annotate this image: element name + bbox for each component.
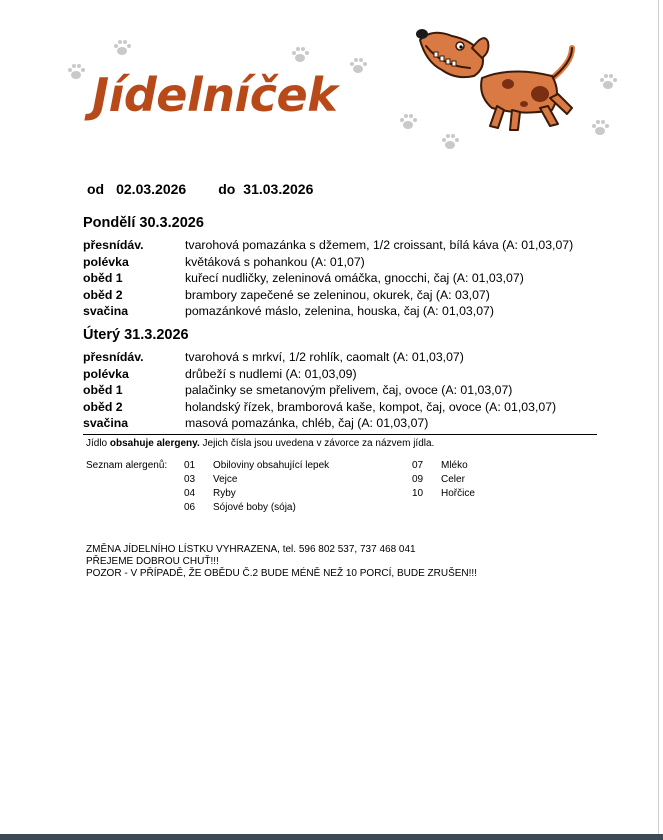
meal-text: kuřecí nudličky, zeleninová omáčka, gnocchi, čaj (A: 01,03,07) [185,271,524,285]
dog-illustration [412,18,582,138]
allergen-name: Mléko [441,460,468,471]
meal-label: svačina [83,304,129,318]
allergen-list-label: Seznam alergenů: [86,460,168,471]
paw-print-icon [290,45,310,65]
meal-label: přesnídáv. [83,350,144,364]
allergen-name: Sójové boby (sója) [213,502,296,513]
meal-text: tvarohová pomazánka s džemem, 1/2 croissant, bílá káva (A: 01,03,07) [185,238,574,252]
meal-text: holandský řízek, bramborová kaše, kompot, čaj, ovoce (A: 01,03,07) [185,400,557,414]
to-date: 31.03.2026 [243,181,314,197]
allergen-number: 01 [184,460,196,471]
divider [83,434,597,435]
allergen-name: Vejce [213,474,238,485]
viewer-bottom-bar [0,834,663,840]
meal-label: svačina [83,416,129,430]
allergen-note [86,438,434,449]
to-label: do [218,181,236,197]
meal-label: oběd 1 [83,383,123,397]
meal-label: oběd 2 [83,400,123,414]
allergen-name: Obiloviny obsahující lepek [213,460,330,471]
paw-print-icon [598,72,618,92]
date-range [87,181,313,197]
allergen-number: 06 [184,502,196,513]
meal-label: oběd 1 [83,271,123,285]
allergen-name: Ryby [213,488,236,499]
allergen-number: 10 [412,488,424,499]
meal-text: drůbeží s nudlemi (A: 01,03,09) [185,367,357,381]
meal-label: přesnídáv. [83,238,144,252]
footer-line: POZOR - V PŘÍPADĚ, ŽE OBĚDU Č.2 BUDE MÉNĚ NEŽ 10 PORCÍ, BUDE ZRUŠEN!!! [86,568,477,579]
meal-label: polévka [83,255,129,269]
day-heading: Úterý 31.3.2026 [83,327,189,343]
from-label: od [87,181,105,197]
footer-line: PŘEJEME DOBROU CHUŤ!!! [86,556,219,567]
from-date: 02.03.2026 [116,181,187,197]
page-title: Jídelníček [92,68,338,122]
allergen-note-suffix: Jejich čísla jsou uvedena v závorce za názvem jídla. [202,438,435,449]
meal-text: tvarohová s mrkví, 1/2 rohlík, caomalt (A: 01,03,07) [185,350,464,364]
allergen-note-bold: obsahuje alergeny. [109,438,200,449]
meal-label: oběd 2 [83,288,123,302]
day-heading: Pondělí 30.3.2026 [83,215,204,231]
allergen-number: 09 [412,474,424,485]
paw-print-icon [66,62,86,82]
meal-text: masová pomazánka, chléb, čaj (A: 01,03,07) [185,416,429,430]
meal-text: květáková s pohankou (A: 01,07) [185,255,365,269]
footer-line: ZMĚNA JÍDELNÍHO LÍSTKU VYHRAZENA, tel. 596 802 537, 737 468 041 [86,544,416,555]
paw-print-icon [112,38,132,58]
allergen-note-prefix: Jídlo [86,438,108,449]
meal-label: polévka [83,367,129,381]
paw-print-icon [590,118,610,138]
meal-text: pomazánkové máslo, zelenina, houska, čaj (A: 01,03,07) [185,304,494,318]
footer-notes [86,544,477,580]
meal-text: brambory zapečené se zeleninou, okurek, čaj (A: 03,07) [185,288,490,302]
paw-print-icon [348,56,368,76]
allergen-name: Hořčice [441,488,475,499]
allergen-number: 07 [412,460,424,471]
allergen-number: 04 [184,488,196,499]
allergen-name: Celer [441,474,465,485]
allergen-number: 03 [184,474,196,485]
meal-text: palačinky se smetanovým přelivem, čaj, ovoce (A: 01,03,07) [185,383,513,397]
